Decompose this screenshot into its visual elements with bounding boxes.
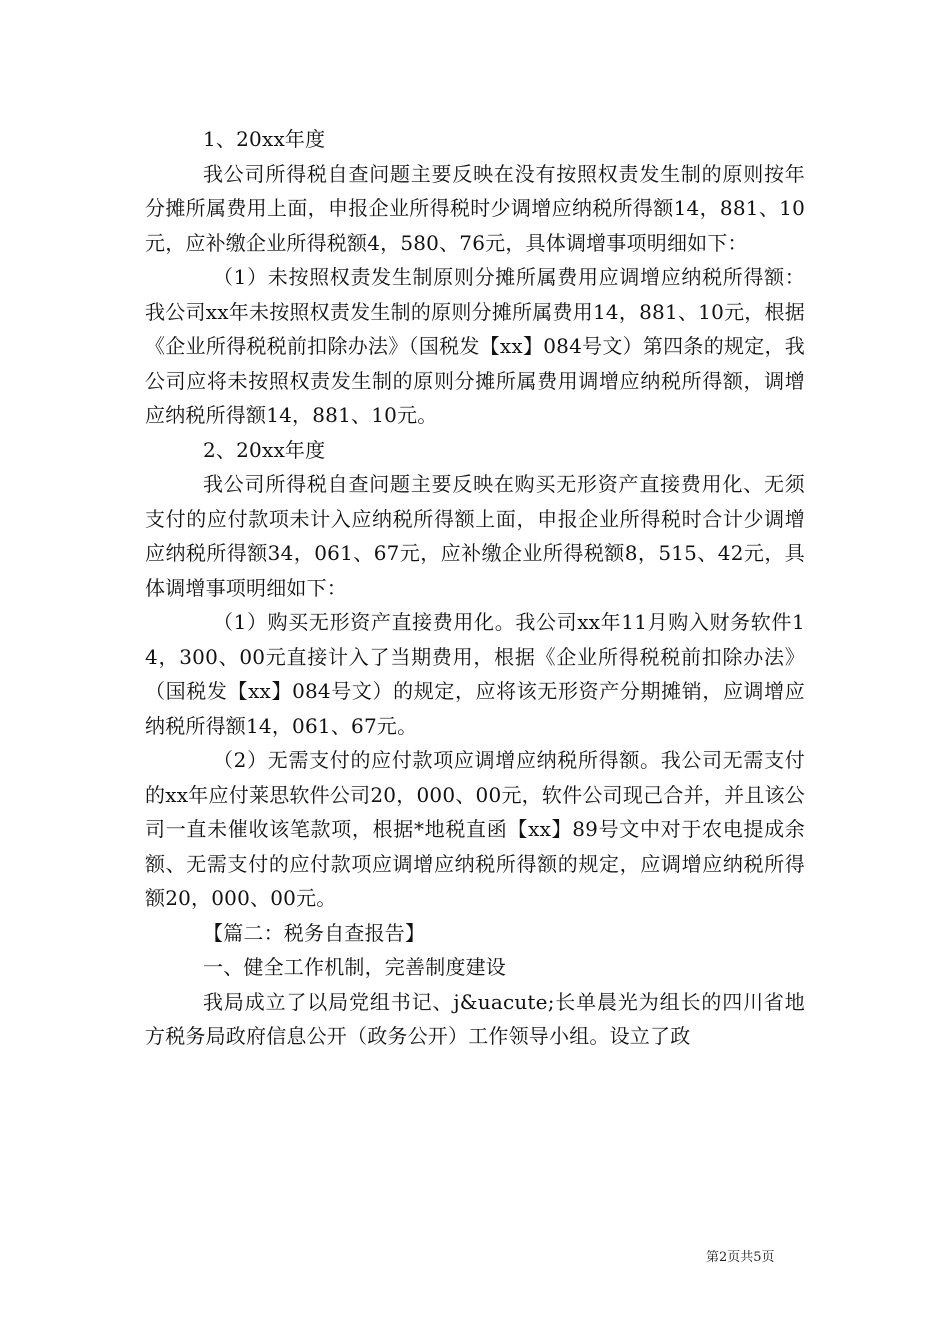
paragraph-2013-summary: 我公司所得税自查问题主要反映在没有按照权责发生制的原则按年分摊所属费用上面，申报企业所得税时少调增应纳税所得额14，881、10元，应补缴企业所得税额4，580、76元，具体调增事项明细如下：	[145, 161, 805, 255]
paragraph-2014-item-1: （1）购买无形资产直接费用化。我公司xx年11月购入财务软件14，300、00元直接计入了当期费用，根据《企业所得税税前扣除办法》（国税发【xx】084号文）的规定，应将该无形资产分期摊销，应调增应纳税所得额14，061、67元。	[145, 610, 805, 738]
chapter-heading-part-2: 【篇二：税务自查报告】	[203, 920, 426, 945]
page-number-footer: 第2页共5页	[706, 1250, 775, 1265]
section-heading-2014: 2、20xx年度	[203, 437, 326, 462]
document-body	[145, 122, 805, 1054]
section-heading-2013: 1、20xx年度	[203, 127, 326, 151]
section-heading-mechanism: 一、健全工作机制，完善制度建设	[203, 955, 506, 979]
paragraph-2013-item-1: （1）未按照权责发生制原则分摊所属费用应调增应纳税所得额：我公司xx年未按照权责发生制的原则分摊所属费用14，881、10元，根据《企业所得税税前扣除办法》（国税发【xx】084号文）第四条的规定，我公司应将未按照权责发生制的原则分摊所属费用调增应纳税所得额，调增应纳税所得额14，881、10元。	[145, 265, 805, 427]
paragraph-2014-summary: 我公司所得税自查问题主要反映在购买无形资产直接费用化、无须支付的应付款项未计入应纳税所得额上面，申报企业所得税时合计少调增应纳税所得额34，061、67元，应补缴企业所得税额8，515、42元，具体调增事项明细如下：	[145, 472, 805, 600]
paragraph-2014-item-2: （2）无需支付的应付款项应调增应纳税所得额。我公司无需支付的xx年应付莱思软件公司20，000、00元，软件公司现己合并，并且该公司一直未催收该笔款项，根据*地税直函【xx】89号文中对于农电提成余额、无需支付的应付款项应调增应纳税所得额的规定，应调增应纳税所得额20，000、00元。	[145, 748, 805, 910]
paragraph-leading-group: 我局成立了以局党组书记、j&uacute;长单晨光为组长的四川省地方税务局政府信息公开（政务公开）工作领导小组。设立了政	[145, 989, 805, 1048]
